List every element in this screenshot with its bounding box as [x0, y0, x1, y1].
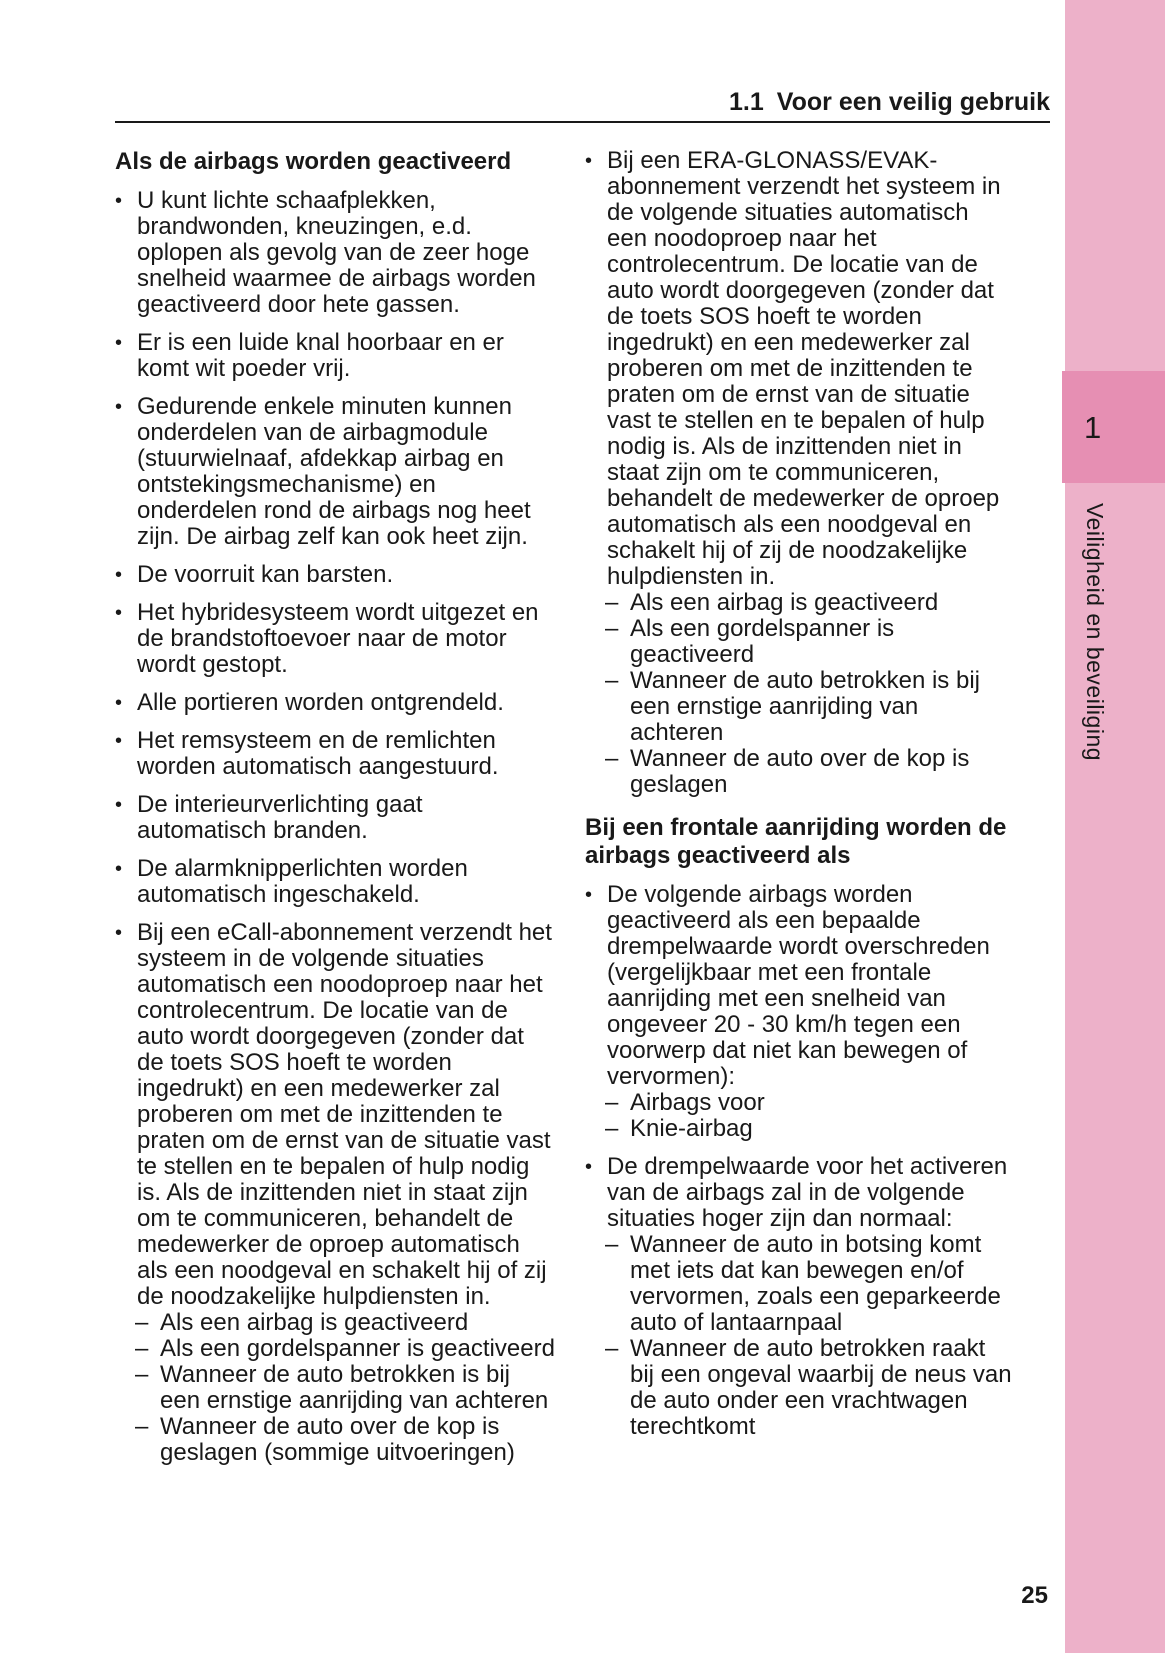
sub-list-item: [605, 668, 1015, 746]
list-item: [115, 792, 555, 844]
sub-list-item: [605, 616, 1015, 668]
sub-list-item: [605, 1232, 1015, 1336]
dash-icon: –: [605, 667, 619, 694]
list-item: [585, 148, 1015, 590]
sub-list-item-text: Wanneer de auto betrokken is bij een ernstige aanrijding van achteren: [630, 667, 980, 746]
sub-list-item: [135, 1414, 555, 1466]
list-item-text: Het hybridesysteem wordt uitgezet en de brandstoftoevoer naar de motor wordt gestopt.: [137, 599, 539, 678]
list-item: [115, 330, 555, 382]
list-item-text: Er is een luide knal hoorbaar en er komt wit poeder vrij.: [137, 329, 504, 382]
sub-list-item-text: Wanneer de auto over de kop is geslagen: [630, 745, 970, 798]
section-heading: Bij een frontale aanrijding worden de airbags geactiveerd als: [585, 814, 1007, 869]
sub-list-item: [135, 1362, 555, 1414]
list-item: [115, 188, 555, 318]
bullet-icon: •: [115, 858, 123, 880]
bullet-icon: •: [115, 564, 123, 586]
dash-icon: –: [135, 1335, 149, 1362]
sub-list-item: [605, 590, 1015, 616]
section-title: Voor een veilig gebruik: [776, 88, 1050, 116]
section-heading: Als de airbags worden geactiveerd: [115, 148, 512, 175]
dash-icon: –: [605, 589, 619, 616]
dash-icon: –: [605, 1231, 619, 1258]
chapter-tab-label: Veiligheid en beveiliging: [1082, 503, 1108, 762]
sub-list-item-text: Wanneer de auto over de kop is geslagen (sommige uitvoeringen): [160, 1413, 515, 1466]
list-item: [585, 1154, 1015, 1232]
dash-icon: –: [135, 1309, 149, 1336]
bullet-icon: •: [115, 692, 123, 714]
sub-list-item: [605, 1336, 1015, 1440]
list-item: [115, 920, 555, 1310]
bullet-icon: •: [115, 922, 123, 944]
bullet-icon: •: [115, 396, 123, 418]
sub-list-item-text: Als een gordelspanner is geactiveerd: [630, 615, 895, 668]
list-item-text: De interieurverlichting gaat automatisch branden.: [137, 791, 423, 844]
dash-icon: –: [605, 1115, 619, 1142]
bullet-icon: •: [115, 190, 123, 212]
bullet-icon: •: [585, 1156, 593, 1178]
section-number: 1.1: [729, 88, 764, 116]
dash-icon: –: [605, 1089, 619, 1116]
chapter-tab: [1065, 0, 1165, 1653]
list-item-text: De drempelwaarde voor het activeren van de airbags zal in de volgende situaties hoger zijn dan normaal:: [607, 1153, 1008, 1232]
chapter-number-block: [1062, 371, 1165, 483]
list-item: [115, 562, 555, 588]
list-item-text: U kunt lichte schaafplekken, brandwonden, kneuzingen, e.d. oplopen als gevolg van de zeer hoge snelheid waarmee de airbags worden geactiveerd door hete gassen.: [137, 187, 536, 318]
list-item-text: Bij een eCall-abonnement verzendt het systeem in de volgende situaties automatisch een noodoproep naar het controlecentrum. De locatie van de auto wordt doorgegeven (zonder dat de toets SOS hoeft te worden ingedrukt) en een medewerker zal proberen om met de inzittenden te praten om de ernst van de situatie vast te stellen en te bepalen of hulp nodig is. Als de inzittenden niet in staat zijn om te communiceren, behandelt de medewerker de oproep automatisch als een noodgeval en schakelt hij of zij de noodzakelijke hulpdiensten in.: [137, 919, 552, 1310]
dash-icon: –: [135, 1413, 149, 1440]
chapter-number: 1: [1084, 409, 1102, 445]
sub-list-item-text: Wanneer de auto in botsing komt met iets dat kan bewegen en/of vervormen, zoals een geparkeerde auto of lantaarnpaal: [630, 1231, 1001, 1336]
list-item-text: De volgende airbags worden geactiveerd als een bepaalde drempelwaarde wordt overschreden (vergelijkbaar met een frontale aanrijding met een snelheid van ongeveer 20 - 30 km/h tegen een voorwerp dat niet kan bewegen of vervormen):: [607, 881, 990, 1090]
page-number: 25: [1021, 1582, 1048, 1609]
dash-icon: –: [605, 615, 619, 642]
sub-list-item-text: Wanneer de auto betrokken is bij een ernstige aanrijding van achteren: [160, 1361, 549, 1414]
list-item: [115, 728, 555, 780]
bullet-icon: •: [115, 332, 123, 354]
bullet-icon: •: [585, 884, 593, 906]
list-item-text: Gedurende enkele minuten kunnen onderdelen van de airbagmodule (stuurwielnaaf, afdekkap airbag en ontstekingsmechanisme) en onderdelen rond de airbags nog heet zijn. De airbag zelf kan ook heet zijn.: [137, 393, 531, 550]
sub-list-item: [605, 746, 1015, 798]
list-item-text: De alarmknipperlichten worden automatisch ingeschakeld.: [137, 855, 468, 908]
sub-list-item: [605, 1090, 1015, 1116]
sub-list-item-text: Knie-airbag: [630, 1115, 753, 1142]
list-item: [115, 856, 555, 908]
sub-list-item: [605, 1116, 1015, 1142]
list-item: [115, 394, 555, 550]
dash-icon: –: [135, 1361, 149, 1388]
list-item: [115, 690, 555, 716]
list-item: [115, 600, 555, 678]
list-item-text: Alle portieren worden ontgrendeld.: [137, 689, 504, 716]
left-column: [115, 148, 555, 1466]
list-item: [585, 882, 1015, 1090]
bullet-icon: •: [115, 794, 123, 816]
dash-icon: –: [605, 1335, 619, 1362]
bullet-icon: •: [115, 730, 123, 752]
dash-icon: –: [605, 745, 619, 772]
sub-list-item-text: Als een gordelspanner is geactiveerd: [160, 1335, 555, 1362]
sub-list-item-text: Airbags voor: [630, 1089, 765, 1116]
page-title: [729, 88, 1050, 117]
bullet-icon: •: [585, 150, 593, 172]
sub-list-item-text: Wanneer de auto betrokken raakt bij een ongeval waarbij de neus van de auto onder een vrachtwagen terechtkomt: [630, 1335, 1012, 1440]
bullet-icon: •: [115, 602, 123, 624]
right-column: [585, 136, 1015, 1440]
sub-list-item: [135, 1336, 555, 1362]
sub-list-item-text: Als een airbag is geactiveerd: [160, 1309, 469, 1336]
sub-list-item: [135, 1310, 555, 1336]
header-rule: [115, 121, 1050, 123]
sub-list-item-text: Als een airbag is geactiveerd: [630, 589, 939, 616]
list-item-text: Het remsysteem en de remlichten worden automatisch aangestuurd.: [137, 727, 499, 780]
list-item-text: Bij een ERA-GLONASS/EVAK-abonnement verzendt het systeem in de volgende situaties automatisch een noodoproep naar het controlecentrum. De locatie van de auto wordt doorgegeven (zonder dat de toets SOS hoeft te worden ingedrukt) en een medewerker zal proberen om met de inzittenden te praten om de ernst van de situatie vast te stellen en te bepalen of hulp nodig is. Als de inzittenden niet in staat zijn om te communiceren, behandelt de medewerker de oproep automatisch als een noodgeval en schakelt hij of zij de noodzakelijke hulpdiensten in.: [607, 147, 1001, 590]
list-item-text: De voorruit kan barsten.: [137, 561, 394, 588]
